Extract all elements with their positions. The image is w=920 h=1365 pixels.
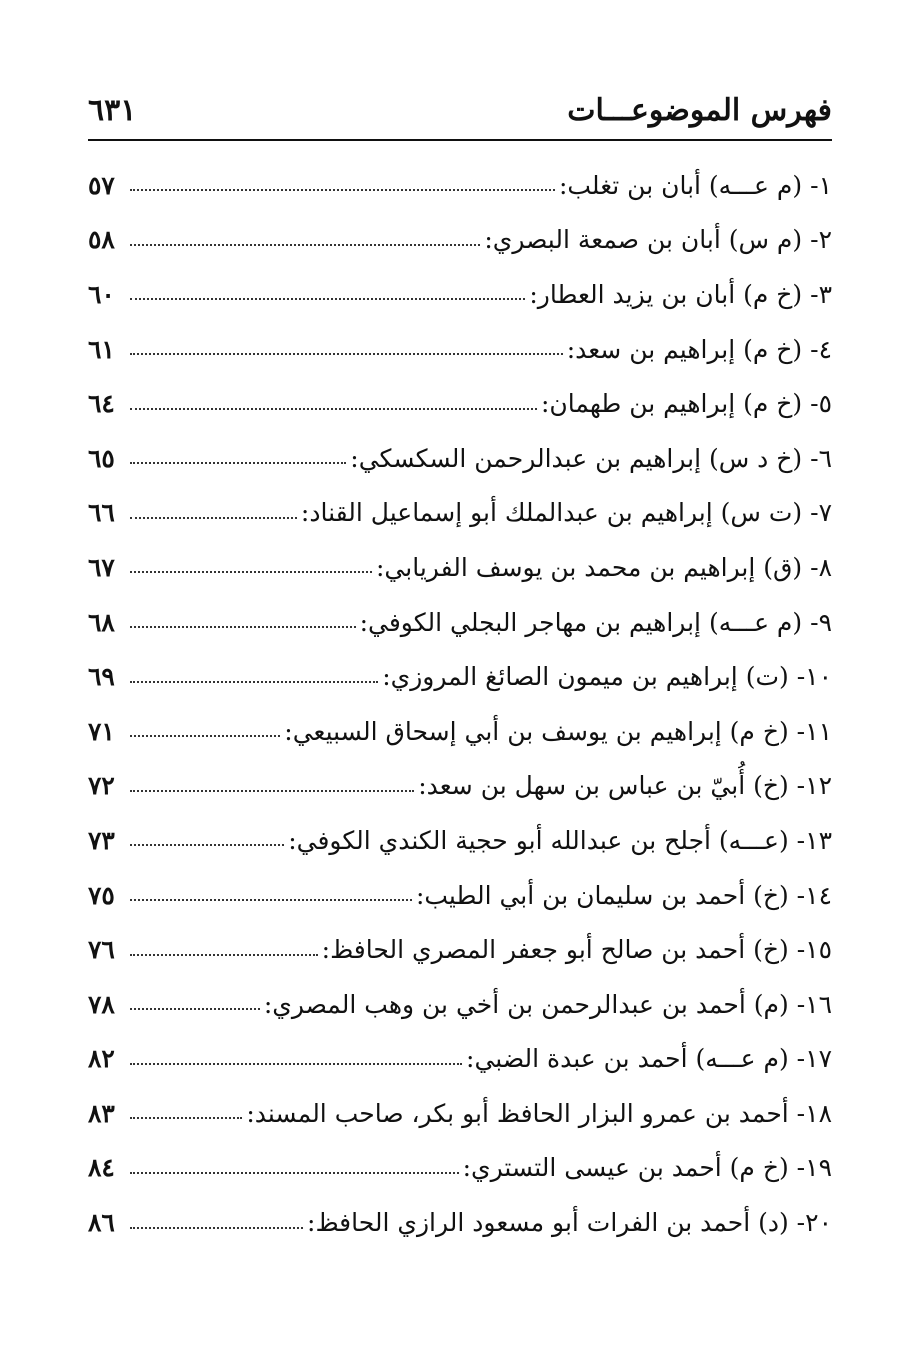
dot-leader [130,353,563,355]
index-entry [88,486,832,541]
entry-page-number: ٧٢ [88,771,115,801]
entry-title: ٢- (م س) أبان بن صمعة البصري: [484,225,832,255]
dot-leader [130,1117,242,1119]
dot-leader [130,844,284,846]
entry-page-number: ٦٠ [88,279,115,309]
dot-leader [130,1172,459,1174]
dot-leader [130,462,346,464]
index-entry [88,267,832,322]
page-header [88,86,832,134]
entry-page-number: ٥٨ [88,225,115,255]
index-entry [88,158,832,213]
index-entry [88,1141,832,1196]
entry-title: ٤- (خ م) إبراهيم بن سعد: [566,334,832,364]
entry-title: ٦- (خ د س) إبراهيم بن عبدالرحمن السكسكي: [350,443,832,473]
page-number: ٦٣١ [88,92,137,128]
dot-leader [130,790,414,792]
entry-title: ١٠- (ت) إبراهيم بن ميمون الصائغ المروزي: [382,662,832,692]
dot-leader [130,298,525,300]
entry-page-number: ٨٣ [88,1098,115,1128]
entry-title: ٨- (ق) إبراهيم بن محمد بن يوسف الفريابي: [375,552,832,582]
dot-leader [130,735,280,737]
dot-leader [130,681,378,683]
index-entry [88,649,832,704]
index-entry [88,1195,832,1250]
entry-page-number: ٦٤ [88,389,115,419]
index-entry [88,813,832,868]
index-entry [88,922,832,977]
dot-leader [130,408,537,410]
index-entry [88,322,832,377]
index-entry [88,1032,832,1087]
entry-page-number: ٧٣ [88,825,115,855]
entry-page-number: ٨٦ [88,1208,115,1238]
index-entry [88,595,832,650]
page-title: فهرس الموضوعـــات [567,92,832,128]
index-entry [88,540,832,595]
entry-title: ١٦- (م) أحمد بن عبدالرحمن بن أخي بن وهب المصري: [263,989,832,1019]
index-entry [88,868,832,923]
entry-page-number: ٧٦ [88,935,115,965]
entry-page-number: ٦٨ [88,607,115,637]
header-rule [88,139,832,141]
entry-title: ١- (م عـــه) أبان بن تغلب: [558,170,832,200]
entry-title: ١١- (خ م) إبراهيم بن يوسف بن أبي إسحاق السبيعي: [284,716,832,746]
index-entry [88,213,832,268]
entry-page-number: ٧٨ [88,989,115,1019]
entry-title: ١٩- (خ م) أحمد بن عيسى التستري: [462,1153,832,1183]
index-entry [88,704,832,759]
index-entry [88,759,832,814]
entry-page-number: ٨٢ [88,1044,115,1074]
entry-title: ٥- (خ م) إبراهيم بن طهمان: [540,389,832,419]
entry-title: ٩- (م عـــه) إبراهيم بن مهاجر البجلي الكوفي: [359,607,832,637]
entry-page-number: ٦٦ [88,498,115,528]
dot-leader [130,571,372,573]
entry-title: ١٢- (خ) أُبيّ بن عباس بن سهل بن سعد: [418,771,832,801]
topics-index-list [88,158,832,1250]
dot-leader [130,626,356,628]
entry-page-number: ٧١ [88,716,115,746]
entry-title: ١٣- (عـــه) أجلح بن عبدالله أبو حجية الكندي الكوفي: [288,825,832,855]
dot-leader [130,954,318,956]
dot-leader [130,244,480,246]
index-entry [88,431,832,486]
index-entry [88,977,832,1032]
dot-leader [130,899,412,901]
index-entry [88,376,832,431]
entry-page-number: ٦٩ [88,662,115,692]
entry-title: ١٤- (خ) أحمد بن سليمان بن أبي الطيب: [415,880,832,910]
entry-title: ٧- (ت س) إبراهيم بن عبدالملك أبو إسماعيل القناد: [300,498,832,528]
entry-page-number: ٧٥ [88,880,115,910]
entry-title: ١٨- أحمد بن عمرو البزار الحافظ أبو بكر، صاحب المسند: [246,1098,832,1128]
entry-page-number: ٨٤ [88,1153,115,1183]
dot-leader [130,189,555,191]
entry-page-number: ٦٧ [88,552,115,582]
entry-page-number: ٥٧ [88,170,115,200]
index-entry [88,1086,832,1141]
entry-title: ١٥- (خ) أحمد بن صالح أبو جعفر المصري الحافظ: [321,935,832,965]
entry-page-number: ٦١ [88,334,115,364]
entry-page-number: ٦٥ [88,443,115,473]
entry-title: ٢٠- (د) أحمد بن الفرات أبو مسعود الرازي الحافظ: [307,1208,832,1238]
entry-title: ١٧- (م عـــه) أحمد بن عبدة الضبي: [466,1044,832,1074]
entry-title: ٣- (خ م) أبان بن يزيد العطار: [529,279,832,309]
dot-leader [130,1227,303,1229]
dot-leader [130,1008,260,1010]
dot-leader [130,1063,462,1065]
dot-leader [130,517,297,519]
